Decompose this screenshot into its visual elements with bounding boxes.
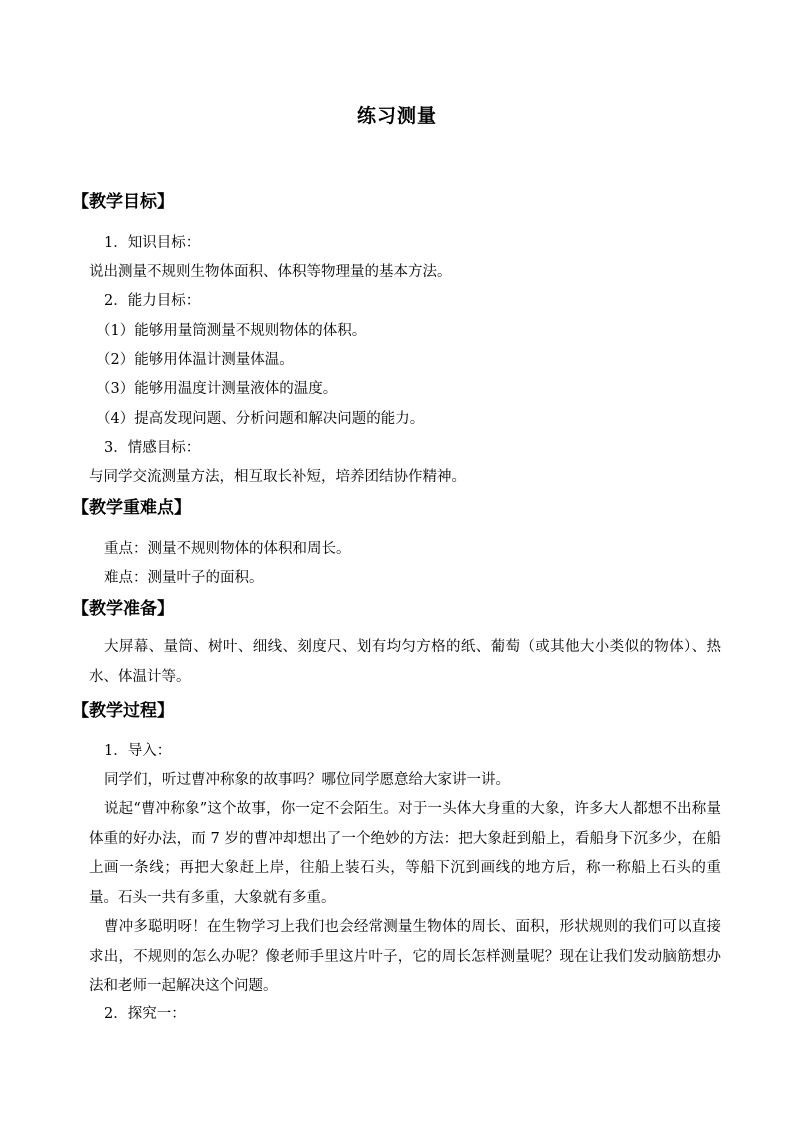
section-heading-objectives: 【教学目标】: [72, 192, 174, 212]
knowledge-objective-label: 1．知识目标：: [104, 235, 201, 251]
ability-objective-item: （1）能够用量筒测量不规则物体的体积。: [96, 323, 367, 339]
explore-label: 2．探究一：: [104, 1006, 186, 1022]
ability-objective-item: （4）提高发现问题、分析问题和解决问题的能力。: [96, 411, 425, 427]
intro-paragraph: 同学们，听过曹冲称象的故事吗？哪位同学愿意给大家讲一讲。: [104, 772, 510, 788]
intro-paragraph: 说起“曹冲称象”这个故事，你一定不会陌生。对于一头体大身重的大象，许多大人都想不出称量体重的好办法，而 7 岁的曹冲却想出了一个绝妙的方法：把大象赶到船上，看船身下沉多少，在船上画一条线；再把大象赶上岸，往船上装石头，等船下沉到画线的地方后，称一称船上石头的重量。石头一共有多重，大象就有多重。: [89, 801, 721, 906]
ability-objective-label: 2．能力目标：: [104, 293, 201, 309]
ability-objective-item: （3）能够用温度计测量液体的温度。: [96, 381, 338, 397]
page-title: 练习测量: [356, 105, 437, 127]
difficult-point-text: 难点：测量叶子的面积。: [104, 570, 264, 586]
section-heading-process: 【教学过程】: [72, 701, 174, 721]
knowledge-objective-text: 说出测量不规则生物体面积、体积等物理量的基本方法。: [89, 264, 452, 280]
section-heading-key-points: 【教学重难点】: [72, 498, 191, 518]
key-point-text: 重点：测量不规则物体的体积和周长。: [104, 541, 351, 557]
ability-objective-item: （2）能够用体温计测量体温。: [96, 352, 294, 368]
emotion-objective-label: 3．情感目标：: [104, 440, 201, 456]
intro-label: 1．导入：: [104, 743, 172, 759]
section-heading-preparation: 【教学准备】: [72, 599, 174, 619]
emotion-objective-text: 与同学交流测量方法，相互取长补短，培养团结协作精神。: [89, 469, 466, 485]
preparation-text: 大屏幕、量筒、树叶、细线、刻度尺、划有均匀方格的纸、葡萄（或其他大小类似的物体）、热水、体温计等。: [89, 639, 721, 685]
intro-paragraph: 曹冲多聪明呀！在生物学习上我们也会经常测量生物体的周长、面积，形状规则的我们可以直接求出，不规则的怎么办呢？像老师手里这片叶子，它的周长怎样测量呢？现在让我们发动脑筋想办法和老师一起解决这个问题。: [89, 919, 721, 995]
